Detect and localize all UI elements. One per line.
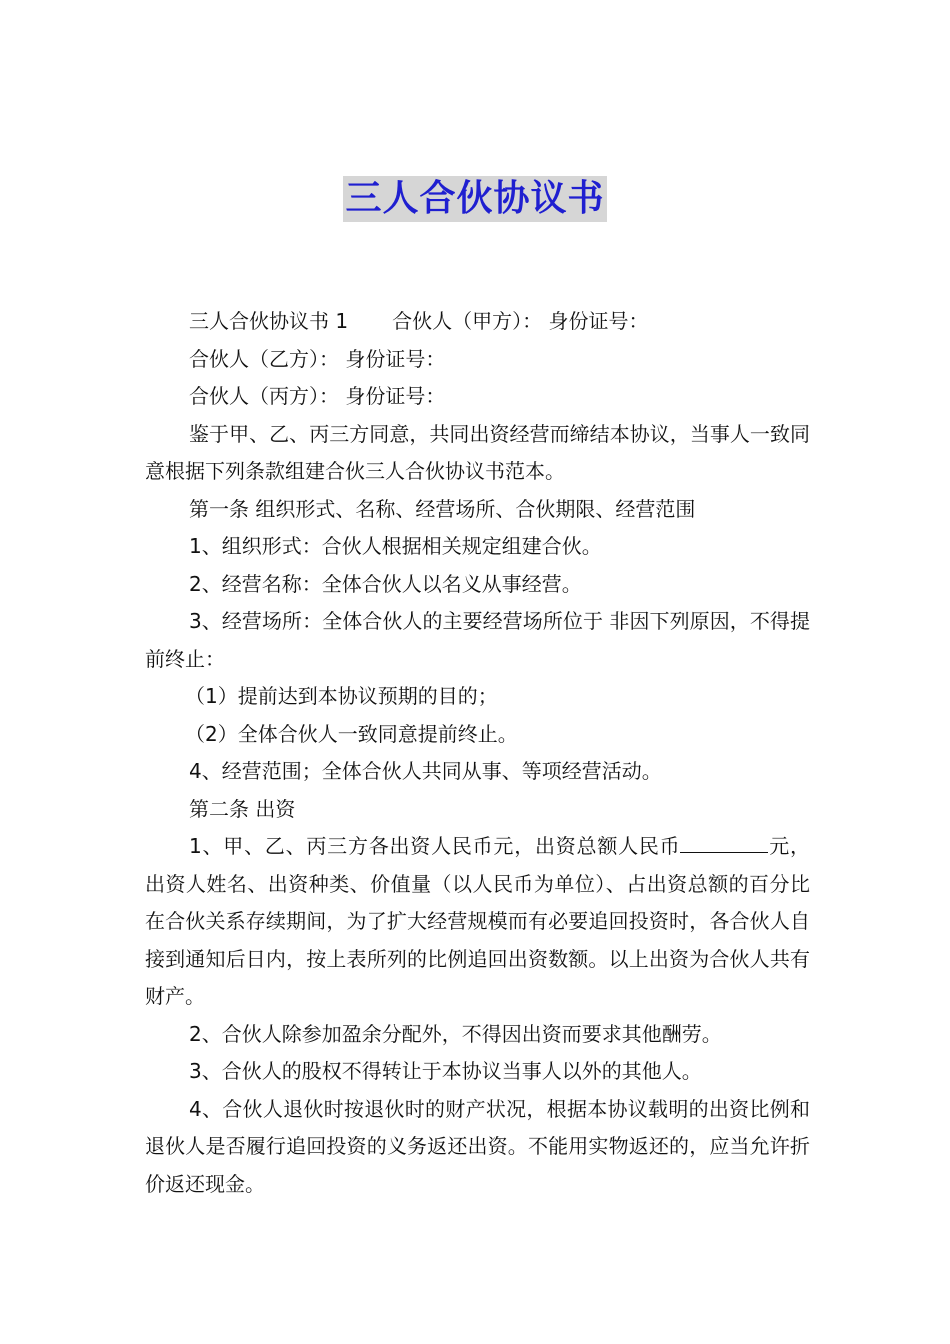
article-2-item-2: 2、合伙人除参加盈余分配外，不得因出资而要求其他酬劳。 — [189, 1021, 722, 1046]
article-1-item-3: 3、经营场所：全体合伙人的主要经营场所位于 非因下列原因，不得提前终止： — [145, 609, 810, 671]
article-1-item-3-b: （2）全体合伙人一致同意提前终止。 — [185, 721, 518, 746]
article-1-item-1: 1、组织形式：合伙人根据相关规定组建合伙。 — [189, 534, 602, 558]
document-body — [145, 303, 810, 1203]
party-bing: 合伙人（丙方）： 身份证号： — [189, 384, 446, 408]
title-area — [0, 176, 950, 222]
article-2-item-1-rest: 元， 出资人姓名、出资种类、价值量（以人民币为单位）、占出资总额的百分比在合伙关系存续期间，为了扩大经营规模而有必要追回投资时，各合伙人自接到通知后日内，按上表所列的比例追回出资数额。以上出资为合伙人共有财产。 — [145, 834, 810, 1008]
article-1-item-3-a: （1）提前达到本协议预期的目的； — [185, 684, 498, 708]
party-jia: 合伙人（甲方）： 身份证号： — [392, 309, 649, 333]
article-2-item-1 — [145, 828, 810, 1016]
party-yi: 合伙人（乙方）： 身份证号： — [189, 346, 446, 371]
article-2-item-4: 4、合伙人退伙时按退伙时的财产状况，根据本协议载明的出资比例和退伙人是否履行追回投资的义务返还出资。不能用实物返还的，应当允许折价返还现金。 — [145, 1096, 810, 1196]
amount-blank-line — [680, 832, 768, 853]
article-1-item-2: 2、经营名称：全体合伙人以名义从事经营。 — [189, 571, 582, 596]
article-2-heading: 第二条 出资 — [189, 796, 296, 821]
document-title: 三人合伙协议书 — [343, 176, 606, 222]
article-1-heading: 第一条 组织形式、名称、经营场所、合伙期限、经营范围 — [189, 496, 696, 521]
article-2-item-1-start: 1、甲、乙、丙三方各出资人民币元，出资总额人民币 — [189, 834, 681, 858]
article-2-item-3: 3、合伙人的股权不得转让于本协议当事人以外的其他人。 — [189, 1059, 702, 1083]
header-doc-ref: 三人合伙协议书 1 — [189, 309, 349, 333]
intro-paragraph: 鉴于甲、乙、丙三方同意，共同出资经营而缔结本协议，当事人一致同意根据下列条款组建合伙三人合伙协议书范本。 — [145, 421, 810, 483]
parties-line-jia — [145, 303, 810, 341]
article-1-item-4: 4、经营范围；全体合伙人共同从事、等项经营活动。 — [189, 759, 662, 783]
